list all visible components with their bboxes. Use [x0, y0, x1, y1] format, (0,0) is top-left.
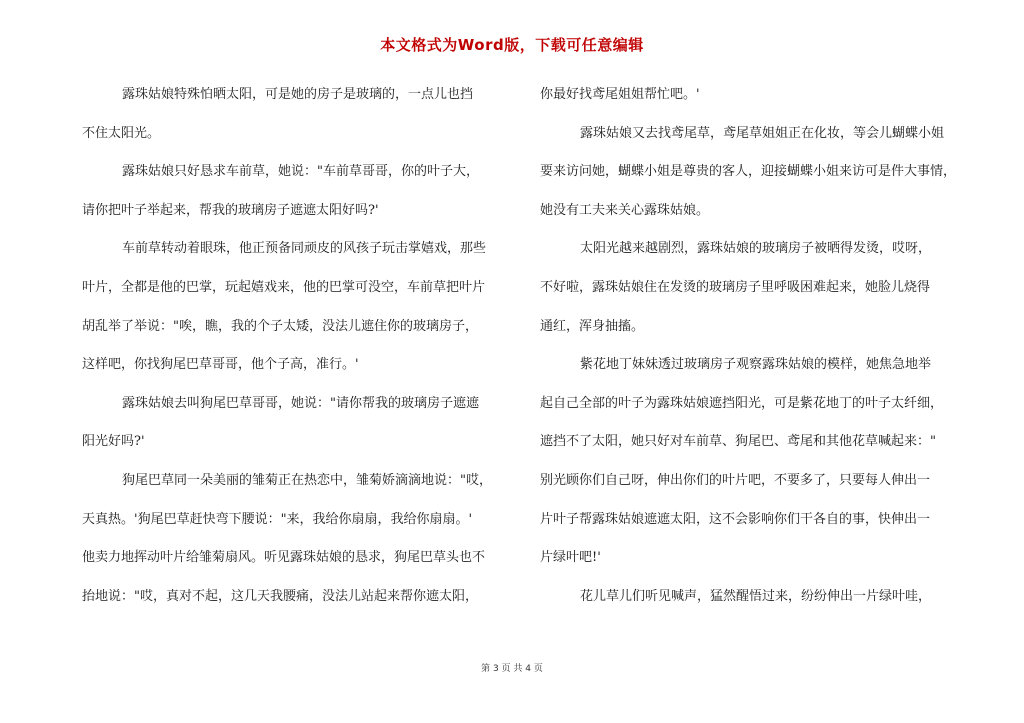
text-line: 天真热。'狗尾巴草赶快弯下腰说："来，我给你扇扇，我给你扇扇。' [82, 511, 473, 527]
text-line: 车前草转动着眼珠，他正预备同顽皮的风孩子玩击掌嬉戏，那些 [122, 241, 487, 257]
text-line: 花儿草儿们听见喊声，猛然醒悟过来，纷纷伸出一片绿叶哇， [580, 588, 932, 604]
text-line: 露珠姑娘只好恳求车前草，她说："车前草哥哥，你的叶子大， [122, 164, 479, 180]
text-line: 片绿叶吧!' [540, 550, 601, 566]
text-line: 露珠姑娘去叫狗尾巴草哥哥，她说："请你帮我的玻璃房子遮遮 [122, 395, 479, 411]
text-line: 太阳光越来越剧烈，露珠姑娘的玻璃房子被晒得发烫，哎呀， [580, 241, 932, 257]
text-line: 起自己全部的叶子为露珠姑娘遮挡阳光，可是紫花地丁的叶子太纤细， [540, 395, 944, 411]
page-header-title: 本文格式为Word版，下载可任意编辑 [380, 36, 644, 54]
text-line: 她没有工夫来关心露珠姑娘。 [540, 202, 710, 218]
text-line: 露珠姑娘特殊怕晒太阳，可是她的房子是玻璃的，一点儿也挡 [122, 87, 474, 102]
text-line: 他卖力地挥动叶片给雏菊扇风。听见露珠姑娘的恳求，狗尾巴草头也不 [82, 550, 486, 566]
text-line: 露珠姑娘又去找鸢尾草，鸢尾草姐姐正在化妆，等会儿蝴蝶小姐 [580, 125, 945, 141]
left-column [82, 76, 512, 616]
page-footer: 第 3 页 共 4 页 [481, 664, 543, 674]
text-line: 这样吧，你找狗尾巴草哥哥，他个子高，准行。' [82, 357, 359, 373]
text-line: 别光顾你们自己呀，伸出你们的叶片吧，不要多了，只要每人伸出一 [540, 472, 931, 488]
text-line: 狗尾巴草同一朵美丽的雏菊正在热恋中，雏菊娇滴滴地说："哎， [122, 472, 492, 488]
text-line: 不住太阳光。 [82, 125, 161, 141]
text-line: 阳光好吗?' [82, 434, 145, 450]
text-line: 通红，浑身抽搐。 [540, 318, 645, 334]
text-line: 你最好找鸢尾姐姐帮忙吧。' [540, 87, 700, 102]
text-line: 胡乱举了举说："唉，瞧，我的个子太矮，没法儿遮住你的玻璃房子， [82, 318, 478, 334]
text-line: 紫花地丁妹妹透过玻璃房子观察露珠姑娘的模样，她焦急地举 [580, 357, 932, 373]
text-line: 遮挡不了太阳，她只好对车前草、狗尾巴、鸢尾和其他花草喊起来：" [540, 434, 936, 450]
text-line: 请你把叶子举起来，帮我的玻璃房子遮遮太阳好吗?' [82, 202, 379, 218]
right-column [540, 76, 970, 616]
text-line: 叶片，全都是他的巴掌，玩起嬉戏来，他的巴掌可没空，车前草把叶片 [82, 279, 486, 295]
text-line: 片叶子帮露珠姑娘遮遮太阳，这不会影响你们干各自的事，快伸出一 [540, 511, 931, 527]
text-line: 抬地说："哎，真对不起，这几天我腰痛，没法儿站起来帮你遮太阳， [82, 588, 478, 604]
text-line: 要来访问她，蝴蝶小姐是尊贵的客人，迎接蝴蝶小姐来访可是件大事情， [540, 164, 957, 180]
text-line: 不好啦，露珠姑娘住在发烫的玻璃房子里呼吸困难起来，她脸儿烧得 [540, 279, 931, 295]
